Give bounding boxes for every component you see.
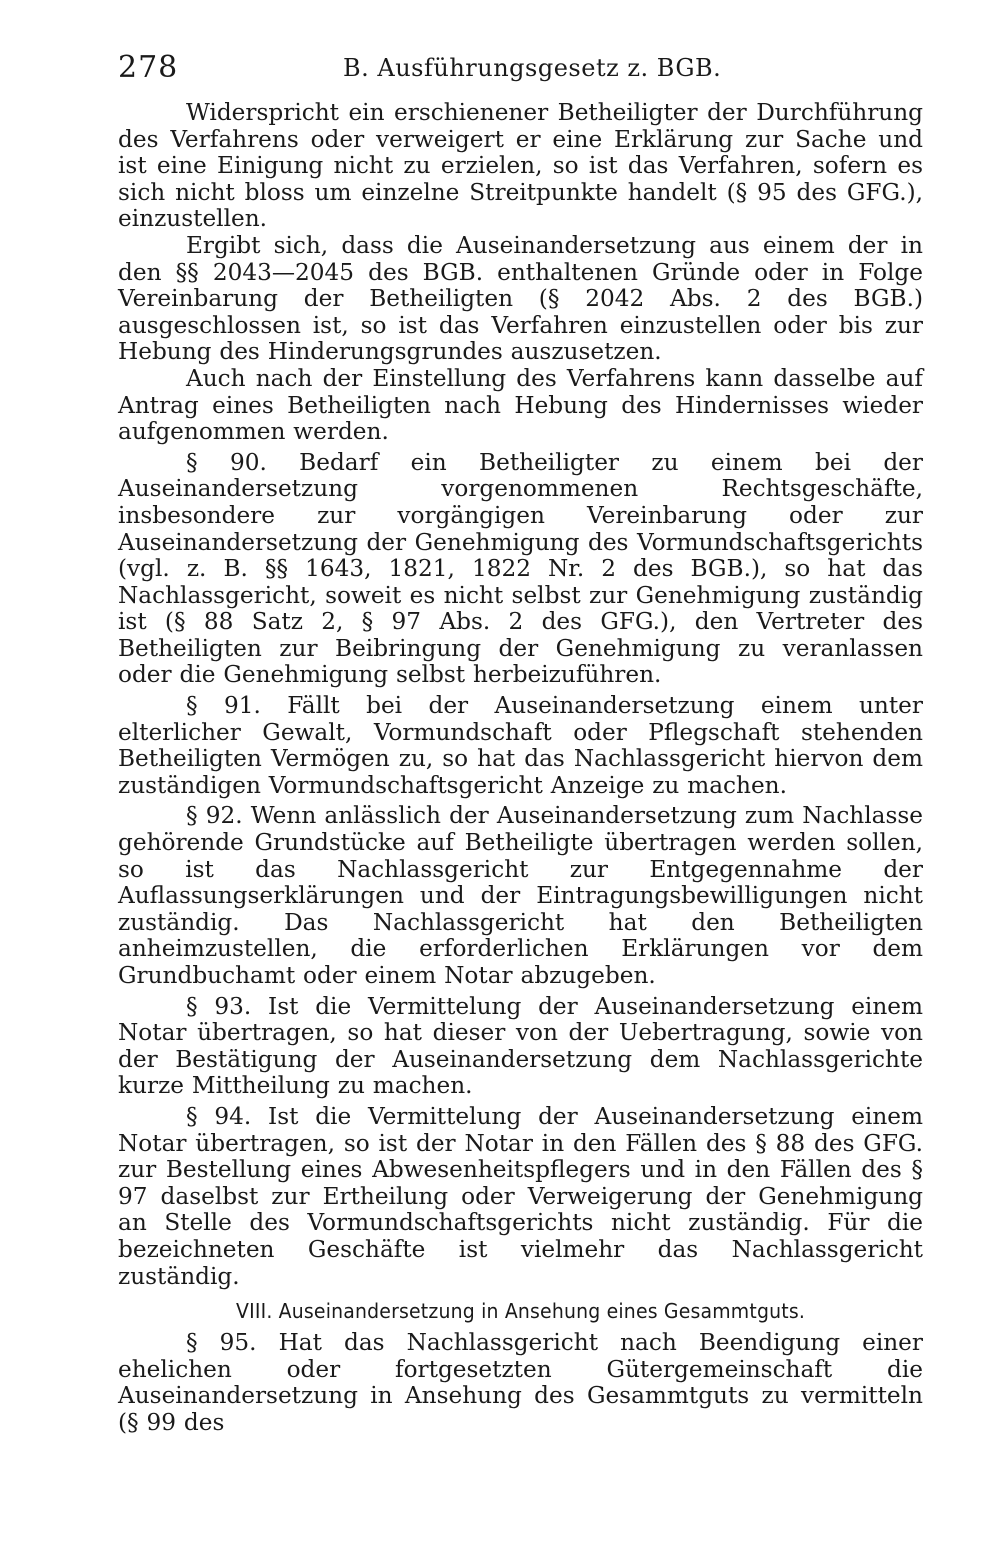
paragraph: Widerspricht ein erschienener Betheiligter der Durchführung des Verfahrens oder verweigert er eine Erklärung zur Sache und ist eine Einigung nicht zu erzielen, so ist das Verfahren, sofern es sich nicht bloss um einzelne Streitpunkte handelt (§ 95 des GFG.), einzustellen. [118, 99, 923, 233]
paragraph: Auch nach der Einstellung des Verfahrens kann dasselbe auf Antrag eines Betheiligten nach Hebung des Hindernisses wieder aufgenommen werden. [118, 364, 923, 446]
page-header [118, 50, 923, 100]
paragraph: Ergibt sich, dass die Auseinandersetzung aus einem der in den §§ 2043—2045 des BGB. enthaltenen Gründe oder in Folge Vereinbarung der Betheiligten (§ 2042 Abs. 2 des BGB.) ausgeschlossen ist, so ist das Verfahren einzustellen oder bis zur Hebung des Hinderungsgrundes auszusetzen. [118, 231, 923, 366]
paragraph-section-93: § 93. Ist die Vermittelung der Auseinandersetzung einem Notar übertragen, so hat dieser von der Uebertragung, sowie von der Bestätigung der Auseinandersetzung dem Nachlassgerichte kurze Mittheilung zu machen. [118, 992, 923, 1100]
book-page [118, 50, 923, 1437]
paragraph-section-95: § 95. Hat das Nachlassgericht nach Beendigung einer ehelichen oder fortgesetzten Gütergemeinschaft die Auseinandersetzung in Ansehung des Gesammtguts zu vermitteln (§ 99 des [118, 1329, 923, 1436]
paragraph-section-90: § 90. Bedarf ein Betheiligter zu einem bei der Auseinandersetzung vorgenommenen Rechtsgeschäfte, insbesondere zur vorgängigen Vereinbarung oder zur Auseinandersetzung der Genehmigung des Vormundschaftsgerichts (vgl. z. B. §§ 1643, 1821, 1822 Nr. 2 des BGB.), so hat das Nachlassgericht, soweit es nicht selbst zur Genehmigung zuständig ist (§ 88 Satz 2, § 97 Abs. 2 des GFG.), den Vertreter des Betheiligten zur Beibringung der Genehmigung zu veranlassen oder die Genehmigung selbst herbeizuführen. [118, 448, 923, 689]
section-heading: VIII. Auseinandersetzung in Ansehung eines Gesammtguts. [235, 1299, 806, 1324]
paragraph-section-94: § 94. Ist die Vermittelung der Auseinandersetzung einem Notar übertragen, so ist der Notar in den Fällen des § 88 des GFG. zur Bestellung eines Abwesenheitspflegers und in den Fällen des § 97 daselbst zur Ertheilung oder Verweigerung der Genehmigung an Stelle des Vormundschaftsgerichts nicht zuständig. Für die bezeichneten Geschäfte ist vielmehr das Nachlassgericht zuständig. [118, 1102, 923, 1290]
body-text [118, 100, 923, 1437]
paragraph-section-92: § 92. Wenn anlässlich der Auseinandersetzung zum Nachlasse gehörende Grundstücke auf Betheiligte übertragen werden sollen, so ist das Nachlassgericht zur Entgegennahme der Auflassungserklärungen und der Eintragungsbewilligungen nicht zuständig. Das Nachlassgericht hat den Betheiligten anheimzustellen, die erforderlichen Erklärungen vor dem Grundbuchamt oder einem Notar abzugeben. [118, 802, 923, 989]
running-head: B. Ausführungsgesetz z. BGB. [343, 54, 722, 82]
paragraph-section-91: § 91. Fällt bei der Auseinandersetzung einem unter elterlicher Gewalt, Vormundschaft oder Pflegschaft stehenden Betheiligten Vermögen zu, so hat das Nachlassgericht hiervon dem zuständigen Vormundschaftsgericht Anzeige zu machen. [118, 692, 923, 799]
page-number: 278 [118, 50, 179, 85]
